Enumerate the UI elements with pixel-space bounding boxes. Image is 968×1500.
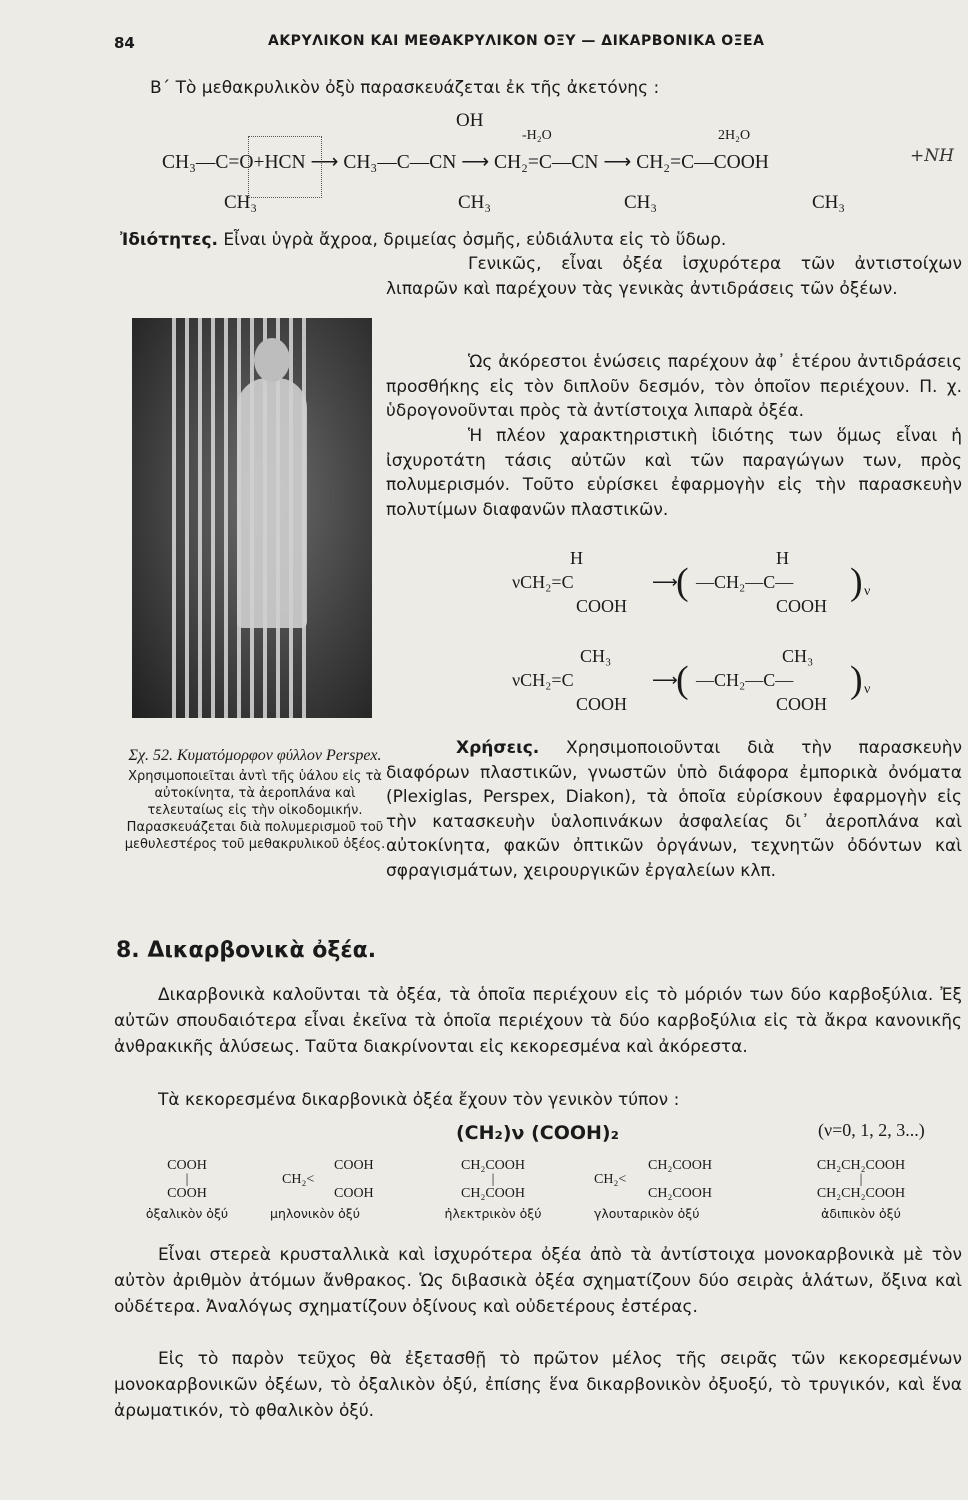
perspex-photo	[132, 318, 372, 718]
poly1-unit: —CH₂—C—	[696, 572, 794, 592]
reaction-ch3-b: CH₃	[458, 192, 492, 213]
properties-line1: Εἶναι ὑγρὰ ἄχροα, δριμείας ὀσμῆς, εὐδιάλυτα εἰς τὸ ὕδωρ.	[223, 230, 727, 250]
poly1-rparen: )	[850, 561, 863, 603]
acid-adipic-bond: |	[859, 1172, 863, 1187]
poly1-h-right: H	[776, 548, 789, 568]
general-formula-intro: Τὰ κεκορεσμένα δικαρβονικὰ ὀξέα ἔχουν τὸν γενικὸν τύπον :	[158, 1090, 680, 1110]
poly1-cooh-left: COOH	[576, 596, 628, 616]
reaction-ch3-d: CH₃	[812, 192, 846, 213]
figure-caption	[120, 744, 390, 853]
running-title: ΑΚΡΥΛΙΚΟΝ ΚΑΙ ΜΕΘΑΚΡΥΛΙΚΟΝ ΟΞΥ — ΔΙΚΑΡΒΟΝΙΚΑ ΟΞΕΑ	[268, 33, 765, 49]
properties-line1-wrap	[120, 228, 940, 253]
uses-text: Χρησιμοποιοῦνται διὰ τὴν παρασκευὴν διαφόρων πλαστικῶν, γνωστῶν ὑπὸ διάφορα ἐμπορικὰ ὀνόματα (Plexiglas, Perspex, Diakon), τὰ ὁποῖα εὑρίσκουν ἐφαρμογὴν εἰς τὴν κατασκευὴν ὑαλοπινάκων ἀσφαλείας δι᾽ ἀεροπλάνα καὶ αὐτοκίνητα, φακῶν ὀπτικῶν ὀργάνων, τεχνητῶν ὀδόντων καὶ σφραγισμάτων, χειρουργικῶν ἐργαλείων κλπ.	[386, 738, 963, 881]
person-figure	[237, 378, 307, 628]
figure-caption-text: Χρησιμοποιεῖται ἀντὶ τῆς ὑάλου εἰς τὰ αὐτοκίνητα, τὰ ἀεροπλάνα καὶ τελευταίως εἰς τὴν οἰκοδομικήν. Παρασκευάζεται διὰ πολυμερισμοῦ τοῦ μεθυλεστέρος τοῦ μεθακρυλικοῦ ὀξέος.	[124, 769, 386, 852]
figure-caption-title: Σχ. 52. Κυματόμορφον φύλλον Perspex.	[128, 747, 382, 764]
uses-heading: Χρήσεις.	[456, 738, 540, 758]
page-number: 84	[114, 34, 135, 52]
reaction-handwritten-note: +NH	[910, 146, 954, 166]
poly1-monomer: νCH₂=C	[512, 572, 574, 592]
intro-line: Β΄ Τὸ μεθακρυλικὸν ὀξὺ παρασκευάζεται ἐκ τῆς ἀκετόνης :	[150, 78, 660, 98]
acid-oxalic-name: ὀξαλικὸν ὀξύ	[145, 1206, 229, 1221]
acid-glutaric	[594, 1158, 744, 1221]
acid-oxalic-bond: |	[185, 1172, 189, 1187]
properties-heading: Ἰδιότητες.	[120, 230, 218, 250]
poly2-cooh-right: COOH	[776, 694, 828, 714]
acid-succinic-top: CH₂COOH	[461, 1158, 525, 1173]
poly2-nu: ν	[864, 682, 871, 697]
poly2-ch3-right: CH₃	[782, 646, 814, 666]
acid-malonic-name: μηλονικὸν ὀξύ	[270, 1206, 360, 1221]
acid-malonic-prefix: CH₂<	[282, 1172, 315, 1187]
acid-glutaric-bottom: CH₂COOH	[648, 1186, 712, 1201]
poly2-ch3-left: CH₃	[580, 646, 612, 666]
poly1-cooh-right: COOH	[776, 596, 828, 616]
acid-malonic-bottom: COOH	[334, 1186, 374, 1201]
reaction-oh: OH	[456, 110, 484, 131]
acid-glutaric-name: γλουταρικὸν ὀξύ	[594, 1206, 700, 1221]
acid-succinic-bottom: CH₂COOH	[461, 1186, 525, 1201]
acid-glutaric-prefix: CH₂<	[594, 1172, 627, 1187]
acid-oxalic-bottom: COOH	[167, 1186, 207, 1201]
general-formula: (CH₂)ν (COOH)₂	[456, 1122, 619, 1144]
acid-malonic	[270, 1158, 410, 1221]
poly2-rparen: )	[850, 659, 863, 701]
acid-succinic-bond: |	[491, 1172, 495, 1187]
section-8-paragraph-2: Εἶναι στερεὰ κρυσταλλικὰ καὶ ἰσχυρότερα ὀξέα ἀπὸ τὰ ἀντίστοιχα μονοκαρβονικὰ μὲ τὸν αὐτὸν ἀριθμὸν ἀτόμων ἄνθρακος. Ὡς διβασικὰ ὀξέα σχηματίζουν δύο σειρὰς ἁλάτων, ὄξινα καὶ οὐδέτερα. Ἀναλόγως σχηματίζουν ὀξίνους καὶ οὐδετέρους ἐστέρας.	[114, 1245, 962, 1317]
reaction-ch3-c: CH₃	[624, 192, 658, 213]
reaction-minus-h2o: -H₂O	[522, 128, 552, 143]
acid-succinic	[428, 1158, 558, 1221]
acid-adipic-name: ἀδιπικὸν ὀξύ	[821, 1206, 901, 1221]
person-head	[254, 338, 290, 382]
reaction-ch3-a: CH₃	[224, 192, 258, 213]
acid-oxalic-top: COOH	[167, 1158, 207, 1173]
section-8-paragraph-1: Δικαρβονικὰ καλοῦνται τὰ ὀξέα, τὰ ὁποῖα περιέχουν εἰς τὸ μόριόν των δύο καρβοξύλια. Ἐξ αὐτῶν σπουδαιότερα εἶναι ἐκεῖνα τὰ ὁποῖα περιέχουν τὰ δύο καρβοξύλια εἰς τὰ ἄκρα κανονικῆς ἀνθρακικῆς ἁλύσεως. Ταῦτα διακρίνονται εἰς κεκορεσμένα καὶ ἀκόρεστα.	[114, 985, 962, 1057]
poly1-lparen: (	[676, 561, 689, 603]
section-8-title: 8. Δικαρβονικὰ ὀξέα.	[116, 938, 377, 963]
properties-paragraph-4: Ἡ πλέον χαρακτηριστικὴ ἰδιότης των ὅμως εἶναι ἡ ἰσχυροτάτη τάσις αὐτῶν καὶ τῶν παραγώγων των, πρὸς πολυμερισμόν. Τοῦτο εὑρίσκει ἐφαρμογὴν εἰς τὴν παρασκευὴν πολυτίμων διαφανῶν πλαστικῶν.	[386, 426, 962, 520]
reaction-equation: CH₃—C=O+HCN ⟶ CH₃—C—CN ⟶ CH₂=C—CN ⟶ CH₂=C—COOH	[162, 152, 769, 173]
reaction-plus-h2o: 2H₂O	[718, 128, 751, 143]
acid-glutaric-top: CH₂COOH	[648, 1158, 712, 1173]
acid-adipic	[796, 1158, 926, 1221]
acid-adipic-bottom: CH₂CH₂COOH	[816, 1186, 906, 1201]
poly2-arrow: ⟶	[652, 670, 678, 690]
acid-oxalic	[132, 1158, 242, 1221]
acid-malonic-top: COOH	[334, 1158, 374, 1173]
poly2-unit: —CH₂—C—	[696, 670, 794, 690]
properties-paragraph-3: Ὡς ἀκόρεστοι ἑνώσεις παρέχουν ἀφ᾽ ἑτέρου ἀντιδράσεις προσθήκης εἰς τὸν διπλοῦν δεσμόν, τὸν ὁποῖον περιέχουν. Π. χ. ὑδρογονοῦνται πρὸς τὰ ἀντίστοιχα λιπαρὰ ὀξέα.	[386, 352, 962, 421]
acid-adipic-top: CH₂CH₂COOH	[816, 1158, 906, 1173]
uses-paragraph	[386, 736, 962, 883]
section-8-paragraph-3: Εἰς τὸ παρὸν τεῦχος θὰ ἐξετασθῇ τὸ πρῶτον μέλος τῆς σειρᾶς τῶν κεκορεσμένων μονοκαρβονικῶν ὀξέων, τὸ ὀξαλικὸν ὀξύ, ἐπίσης ἕνα δικαρβονικὸν ὀξυοξύ, τὸ τρυγικόν, καὶ ἕνα ἀρωματικόν, τὸ φθαλικὸν ὀξύ.	[114, 1349, 962, 1421]
poly1-nu: ν	[864, 584, 871, 599]
poly2-lparen: (	[676, 659, 689, 701]
poly2-monomer: νCH₂=C	[512, 670, 574, 690]
poly2-cooh-left: COOH	[576, 694, 628, 714]
acid-succinic-name: ἠλεκτρικὸν ὀξύ	[444, 1206, 542, 1221]
poly1-h-left: H	[570, 548, 583, 568]
properties-paragraph-2: Γενικῶς, εἶναι ὀξέα ἰσχυρότερα τῶν ἀντιστοίχων λιπαρῶν καὶ παρέχουν τὰς γενικὰς ἀντιδράσεις τῶν ὀξέων.	[386, 254, 962, 299]
nu-values: (ν=0, 1, 2, 3...)	[818, 1120, 925, 1140]
poly1-arrow: ⟶	[652, 572, 678, 592]
